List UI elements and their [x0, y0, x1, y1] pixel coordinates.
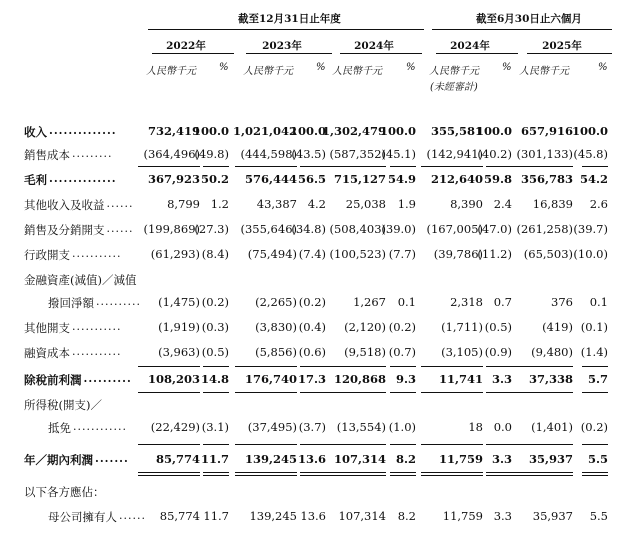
row-label: 年／期內利潤	[24, 453, 93, 467]
amount-cell: 107,314	[338, 509, 386, 523]
year-label-1: 2023年	[262, 40, 302, 52]
subtotal-rule	[138, 366, 200, 367]
amount-cell: (1,475)	[158, 295, 200, 309]
percent-cell: 100.0	[289, 124, 326, 138]
amount-cell: 8,390	[450, 197, 483, 211]
percent-cell: (0.4)	[298, 320, 326, 334]
subtotal-rule	[203, 166, 229, 167]
unit-pct-label: %	[316, 62, 326, 73]
amount-cell: 11,759	[442, 509, 483, 523]
percent-cell: 4.2	[307, 197, 326, 211]
row-label: 銷售及分銷開支	[24, 223, 105, 237]
subtotal-rule	[486, 472, 512, 473]
amount-cell: (142,941)	[426, 147, 483, 161]
amount-cell: (37,495)	[247, 420, 297, 434]
subtotal-rule	[324, 444, 386, 445]
subtotal-rule	[421, 392, 483, 393]
unit-rmb-label: 人民幣千元	[243, 66, 293, 77]
percent-cell: 54.2	[579, 172, 608, 186]
percent-cell: (0.2)	[580, 420, 608, 434]
amount-cell: (9,480)	[531, 345, 573, 359]
amount-cell: 657,916	[520, 124, 573, 138]
year-rule-4	[527, 53, 612, 54]
percent-cell: (47.0)	[477, 222, 512, 236]
subtotal-rule	[582, 472, 608, 473]
amount-cell: (22,429)	[150, 420, 200, 434]
amount-cell: 43,387	[256, 197, 297, 211]
leader-dots: ..............	[49, 124, 117, 137]
amount-cell: (355,646)	[240, 222, 297, 236]
percent-cell: (0.6)	[298, 345, 326, 359]
percent-cell: 3.3	[491, 372, 512, 386]
subtotal-rule	[390, 444, 416, 445]
subtotal-rule	[511, 392, 573, 393]
amount-cell: (364,496)	[143, 147, 200, 161]
amount-cell: 376	[551, 295, 573, 309]
amount-cell: 355,581	[430, 124, 483, 138]
percent-cell: (3.7)	[298, 420, 326, 434]
amount-cell: (1,401)	[531, 420, 573, 434]
subtotal-rule	[300, 366, 326, 367]
percent-cell: (7.4)	[298, 247, 326, 261]
percent-cell: 13.6	[300, 509, 326, 523]
percent-cell: 2.4	[493, 197, 512, 211]
amount-cell: (199,869)	[143, 222, 200, 236]
percent-cell: 100.0	[192, 124, 229, 138]
year-label-3: 2024年	[450, 40, 490, 52]
percent-cell: 14.8	[200, 372, 229, 386]
percent-cell: 5.7	[587, 372, 608, 386]
half-header-rule	[432, 29, 612, 30]
amount-cell: (587,352)	[329, 147, 386, 161]
percent-cell: 9.3	[395, 372, 416, 386]
percent-cell: 5.5	[589, 509, 608, 523]
percent-cell: (0.3)	[201, 320, 229, 334]
subtotal-rule	[138, 392, 200, 393]
unit-pct-label: %	[502, 62, 512, 73]
amount-cell: (13,554)	[336, 420, 386, 434]
subtotal-rule	[486, 166, 512, 167]
annual-header-rule	[148, 29, 424, 30]
subtotal-rule	[235, 444, 297, 445]
subtotal-rule	[324, 366, 386, 367]
percent-cell: (34.8)	[291, 222, 326, 236]
row-label: 收入	[24, 125, 47, 139]
subtotal-rule	[203, 366, 229, 367]
percent-cell: 1.2	[210, 197, 229, 211]
percent-cell: 0.1	[589, 295, 608, 309]
double-rule	[421, 475, 483, 476]
subtotal-rule	[300, 472, 326, 473]
percent-cell: (0.5)	[201, 345, 229, 359]
amount-cell: 139,245	[244, 452, 297, 466]
double-rule	[390, 475, 416, 476]
subtotal-rule	[511, 444, 573, 445]
amount-cell: 1,267	[353, 295, 386, 309]
amount-cell: (39,786)	[433, 247, 483, 261]
subtotal-rule	[203, 444, 229, 445]
amount-cell: 11,759	[438, 452, 483, 466]
percent-cell: (7.7)	[388, 247, 416, 261]
percent-cell: (0.7)	[388, 345, 416, 359]
amount-cell: 108,203	[147, 372, 200, 386]
leader-dots: ..........	[96, 295, 141, 308]
leader-dots: ...........	[72, 345, 122, 358]
percent-cell: 3.3	[493, 509, 512, 523]
percent-cell: 8.2	[397, 509, 416, 523]
amount-cell: (65,503)	[523, 247, 573, 261]
row-label: 其他收入及收益	[24, 198, 105, 212]
row-label: 銷售成本	[24, 148, 70, 162]
subtotal-rule	[511, 366, 573, 367]
amount-cell: 18	[468, 420, 483, 434]
amount-cell: 8,799	[167, 197, 200, 211]
amount-cell: 2,318	[450, 295, 483, 309]
percent-cell: (3.1)	[201, 420, 229, 434]
row-label: 其他開支	[24, 321, 70, 335]
amount-cell: 576,444	[244, 172, 297, 186]
percent-cell: 2.6	[589, 197, 608, 211]
amount-cell: (261,258)	[516, 222, 573, 236]
leader-dots: ...........	[72, 247, 122, 260]
subtotal-rule	[138, 444, 200, 445]
percent-cell: 100.0	[475, 124, 512, 138]
double-rule	[138, 475, 200, 476]
percent-cell: 0.0	[493, 420, 512, 434]
unit-pct-label: %	[598, 62, 608, 73]
row-label: 母公司擁有人	[48, 510, 117, 524]
subtotal-rule	[421, 472, 483, 473]
leader-dots: ............	[73, 420, 127, 433]
subtotal-rule	[235, 392, 297, 393]
subtotal-rule	[582, 444, 608, 445]
percent-cell: 100.0	[379, 124, 416, 138]
percent-cell: (10.0)	[573, 247, 608, 261]
amount-cell: (3,105)	[441, 345, 483, 359]
subtotal-rule	[390, 366, 416, 367]
double-rule	[324, 475, 386, 476]
row-label: 撥回淨額	[48, 296, 94, 310]
amount-cell: (61,293)	[150, 247, 200, 261]
percent-cell: 5.5	[587, 452, 608, 466]
subtotal-rule	[235, 166, 297, 167]
subtotal-rule	[421, 366, 483, 367]
amount-cell: 356,783	[520, 172, 573, 186]
leader-dots: ......	[119, 509, 146, 522]
subtotal-rule	[324, 472, 386, 473]
amount-cell: 25,038	[345, 197, 386, 211]
amount-cell: (3,963)	[158, 345, 200, 359]
percent-cell: (0.2)	[298, 295, 326, 309]
subtotal-rule	[390, 392, 416, 393]
percent-cell: 54.9	[387, 172, 416, 186]
percent-cell: (39.0)	[381, 222, 416, 236]
row-label: 毛利	[24, 173, 47, 187]
percent-cell: (1.0)	[388, 420, 416, 434]
amount-cell: (1,711)	[441, 320, 483, 334]
double-rule	[486, 475, 512, 476]
subtotal-rule	[235, 366, 297, 367]
percent-cell: 0.1	[397, 295, 416, 309]
amount-cell: 85,774	[159, 509, 200, 523]
amount-cell: 120,868	[333, 372, 386, 386]
subtotal-rule	[235, 472, 297, 473]
unit-rmb-label: 人民幣千元	[146, 66, 196, 77]
leader-dots: .........	[72, 147, 113, 160]
unit-rmb-label: 人民幣千元	[332, 66, 382, 77]
double-rule	[203, 475, 229, 476]
amount-cell: (1,919)	[158, 320, 200, 334]
amount-cell: 367,923	[147, 172, 200, 186]
percent-cell: 59.8	[483, 172, 512, 186]
amount-cell: 35,937	[528, 452, 573, 466]
amount-cell: (301,133)	[516, 147, 573, 161]
amount-cell: 212,640	[430, 172, 483, 186]
subtotal-rule	[421, 444, 483, 445]
percent-cell: (45.8)	[573, 147, 608, 161]
subtotal-rule	[486, 444, 512, 445]
year-rule-2	[340, 53, 422, 54]
percent-cell: (1.4)	[580, 345, 608, 359]
percent-cell: (45.1)	[381, 147, 416, 161]
percent-cell: (27.3)	[194, 222, 229, 236]
amount-cell: 139,245	[249, 509, 297, 523]
percent-cell: 13.6	[297, 452, 326, 466]
year-label-0: 2022年	[166, 40, 206, 52]
amount-cell: 37,338	[528, 372, 573, 386]
double-rule	[235, 475, 297, 476]
row-label: 所得稅(開支)／	[24, 398, 102, 412]
amount-cell: (508,403)	[329, 222, 386, 236]
amount-cell: (3,830)	[255, 320, 297, 334]
percent-cell: 11.7	[200, 452, 229, 466]
period-half-header: 截至6月30日止六個月	[476, 13, 582, 25]
percent-cell: 0.7	[493, 295, 512, 309]
unit-rmb-label: 人民幣千元	[519, 66, 569, 77]
leader-dots: ......	[106, 197, 134, 210]
year-rule-1	[246, 53, 332, 54]
amount-cell: 11,741	[438, 372, 483, 386]
unaudited-note: (未經審計)	[430, 82, 478, 93]
percent-cell: 56.5	[297, 172, 326, 186]
amount-cell: 85,774	[155, 452, 200, 466]
subtotal-rule	[486, 366, 512, 367]
amount-cell: (75,494)	[247, 247, 297, 261]
percent-cell: (11.2)	[477, 247, 512, 261]
row-label: 以下各方應佔：	[24, 485, 105, 499]
subtotal-rule	[390, 472, 416, 473]
year-label-4: 2025年	[542, 40, 582, 52]
percent-cell: (0.2)	[201, 295, 229, 309]
subtotal-rule	[138, 472, 200, 473]
subtotal-rule	[300, 444, 326, 445]
subtotal-rule	[582, 366, 608, 367]
unit-pct-label: %	[219, 62, 229, 73]
leader-dots: ......	[106, 222, 134, 235]
amount-cell: 176,740	[244, 372, 297, 386]
percent-cell: 1.9	[397, 197, 416, 211]
double-rule	[300, 475, 326, 476]
percent-cell: (39.7)	[573, 222, 608, 236]
percent-cell: (40.2)	[477, 147, 512, 161]
subtotal-rule	[421, 166, 483, 167]
percent-cell: (0.9)	[484, 345, 512, 359]
unit-pct-label: %	[406, 62, 416, 73]
amount-cell: 715,127	[333, 172, 386, 186]
subtotal-rule	[300, 166, 326, 167]
amount-cell: 35,937	[532, 509, 573, 523]
percent-cell: (43.5)	[291, 147, 326, 161]
amount-cell: (167,005)	[426, 222, 483, 236]
percent-cell: 11.7	[203, 509, 229, 523]
percent-cell: 3.3	[491, 452, 512, 466]
amount-cell: (100,523)	[329, 247, 386, 261]
year-label-2: 2024年	[354, 40, 394, 52]
amount-cell: (2,265)	[255, 295, 297, 309]
percent-cell: 8.2	[395, 452, 416, 466]
subtotal-rule	[324, 392, 386, 393]
subtotal-rule	[511, 166, 573, 167]
subtotal-rule	[582, 166, 608, 167]
percent-cell: (49.8)	[194, 147, 229, 161]
leader-dots: ...........	[72, 320, 122, 333]
year-rule-3	[436, 53, 518, 54]
percent-cell: 17.3	[297, 372, 326, 386]
row-label: 金融資產(減值)／減值	[24, 273, 137, 287]
double-rule	[582, 475, 608, 476]
percent-cell: (0.5)	[484, 320, 512, 334]
amount-cell: 107,314	[333, 452, 386, 466]
leader-dots: ..........	[83, 372, 132, 385]
amount-cell: (9,518)	[344, 345, 386, 359]
subtotal-rule	[324, 166, 386, 167]
subtotal-rule	[486, 392, 512, 393]
row-label: 除稅前利潤	[24, 373, 82, 387]
amount-cell: 1,302,479	[321, 124, 386, 138]
amount-cell: (5,856)	[255, 345, 297, 359]
period-annual-header: 截至12月31日止年度	[238, 13, 341, 25]
subtotal-rule	[203, 392, 229, 393]
percent-cell: (8.4)	[201, 247, 229, 261]
subtotal-rule	[203, 472, 229, 473]
subtotal-rule	[300, 392, 326, 393]
percent-cell: (0.1)	[580, 320, 608, 334]
year-rule-0	[152, 53, 234, 54]
leader-dots: .......	[95, 452, 129, 465]
leader-dots: ..............	[49, 172, 117, 185]
percent-cell: 50.2	[200, 172, 229, 186]
unit-rmb-label: 人民幣千元	[429, 66, 479, 77]
subtotal-rule	[511, 472, 573, 473]
percent-cell: 100.0	[571, 124, 608, 138]
amount-cell: 732,419	[147, 124, 200, 138]
amount-cell: (419)	[542, 320, 573, 334]
subtotal-rule	[138, 166, 200, 167]
amount-cell: 1,021,042	[232, 124, 297, 138]
amount-cell: 16,839	[532, 197, 573, 211]
subtotal-rule	[582, 392, 608, 393]
amount-cell: (2,120)	[344, 320, 386, 334]
subtotal-rule	[390, 166, 416, 167]
row-label: 融資成本	[24, 346, 70, 360]
row-label: 行政開支	[24, 248, 70, 262]
double-rule	[511, 475, 573, 476]
row-label: 抵免	[48, 421, 71, 435]
amount-cell: (444,598)	[240, 147, 297, 161]
percent-cell: (0.2)	[388, 320, 416, 334]
